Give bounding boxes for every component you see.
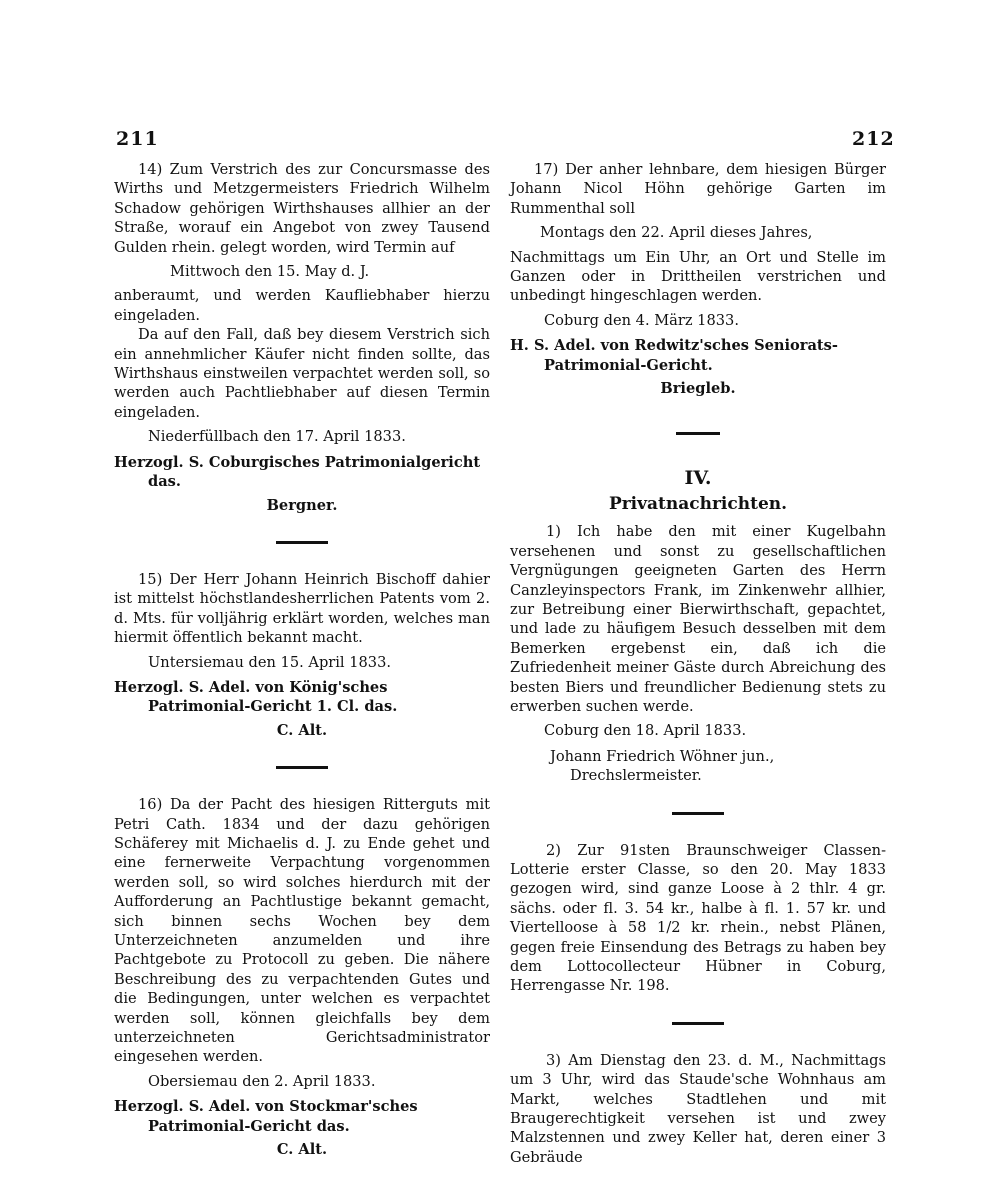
signature-name: C. Alt.	[276, 1141, 328, 1159]
notice-text: 14) Zum Verstrich des zur Concursmasse des Wirths und Metzgermeisters Friedrich Wilhelm Schadow gehörigen Wirthshauses allhier an der Straße, worauf ein Angebot von zwey Tausend Gulden rhein. gelegt worden, wird Termin auf	[114, 161, 490, 256]
right-column	[510, 160, 886, 1167]
separator-rule	[276, 766, 328, 769]
signature-authority: H. S. Adel. von Redwitz'sches Seniorats-Patrimonial-Gericht.	[510, 337, 838, 374]
signature-authority: Herzogl. S. Coburgisches Patrimonialgericht das.	[114, 453, 481, 491]
place-date: Niederfüllbach den 17. April 1833.	[148, 428, 406, 446]
signature-name: C. Alt.	[276, 721, 328, 739]
notice-text: 3) Am Dienstag den 23. d. M., Nachmittags um 3 Uhr, wird das Staude'sche Wohnhaus am Markt, welches Stadtlehen und mit Braugerechtigkeit versehen ist und zwey Malzstennen und zwey Keller hat, deren einer 3 Gebräude	[510, 1051, 886, 1166]
place-date: Coburg den 18. April 1833.	[544, 722, 747, 740]
section-title: Privatnachrichten.	[608, 493, 788, 514]
signature-authority: Herzogl. S. Adel. von König'sches Patrimonial-Gericht 1. Cl. das.	[114, 678, 398, 716]
signature-authority: Herzogl. S. Adel. von Stockmar'sches Patrimonial-Gericht das.	[114, 1098, 418, 1135]
private-notice-3	[510, 1051, 886, 1167]
notice-text: 17) Der anher lehnbare, dem hiesigen Bürger Johann Nicol Höhn gehörige Garten im Rummenthal soll	[510, 161, 886, 217]
separator-rule	[672, 812, 724, 815]
date-line: Montags den 22. April dieses Jahres,	[540, 224, 813, 242]
notice-text: 1) Ich habe den mit einer Kugelbahn versehenen und sonst zu gesellschaftlichen Vergnügungen geeigneten Garten des Herrn Canzleyinspectors Frank, im Zinkenwehr allhier, zur Betreibung einer Bierwirthschaft, gepachtet, und lade zu häufigem Besuch desselben mit dem Bemerken ergebenst ein, daß ich die Zufriedenheit meiner Gäste durch Abreichung des besten Biers und freundlicher Bedienung stets zu erwerben suchen werde.	[510, 523, 886, 715]
page-number-right: 212	[852, 128, 895, 150]
signature-name: Briegleb.	[660, 380, 736, 398]
signature-authority: Johann Friedrich Wöhner jun., Drechslermeister.	[550, 747, 775, 785]
notice-text: 15) Der Herr Johann Heinrich Bischoff dahier ist mittelst höchstlandesherrlichen Patents vom 2. d. Mts. für volljährig erklärt worden, welches man hiermit öffentlich bekannt macht.	[114, 570, 490, 647]
notice-text: 16) Da der Pacht des hiesigen Ritterguts mit Petri Cath. 1834 und der dazu gehörigen Schäferey mit Michaelis d. J. zu Ende gehet und eine fernerweite Verpachtung vorgenommen werden soll, so wird solches hierdurch mit der Aufforderung an Pachtlustige bekannt gemacht, sich binnen sechs Wochen bey dem Unterzeichneten anzumelden und ihre Pachtgebote zu Protocoll zu geben. Die nähere Beschreibung des zu verpachtenden Gutes und die Bedingungen, unter welchen es verpachtet werden soll, können gleichfalls bey dem unterzeichneten Gerichtsadministrator eingesehen werden.	[114, 796, 490, 1066]
page-number-left: 211	[116, 128, 159, 150]
separator-rule	[672, 1022, 724, 1025]
date-line: Mittwoch den 15. May d. J.	[170, 263, 370, 281]
place-date: Untersiemau den 15. April 1833.	[148, 653, 392, 671]
private-notice-1	[510, 522, 886, 785]
private-notice-2	[510, 841, 886, 996]
notice-14	[114, 160, 490, 515]
place-date: Obersiemau den 2. April 1833.	[148, 1072, 376, 1090]
notice-text: Da auf den Fall, daß bey diesem Verstrich sich ein annehmlicher Käufer nicht finden sollte, das Wirthshaus einstweilen verpachtet werden soll, so werden auch Pachtliebhaber auf diesen Termin eingeladen.	[114, 326, 490, 421]
notice-text: 2) Zur 91sten Braunschweiger Classen-Lotterie erster Classe, so den 20. May 1833 gezogen wird, sind ganze Loose à 2 thlr. 4 gr. sächs. oder fl. 3. 54 kr., halbe à fl. 1. 57 kr. und Viertelloose à 58 1/2 kr. rhein., nebst Plänen, gegen freie Einsendung des Betrags zu haben bey dem Lottocollecteur Hübner in Coburg, Herrengasse Nr. 198.	[510, 841, 886, 995]
separator-rule	[276, 541, 328, 544]
section-numeral: IV.	[684, 467, 712, 490]
notice-text: anberaumt, und werden Kaufliebhaber hierzu eingeladen.	[114, 287, 490, 324]
notice-16	[114, 795, 490, 1159]
signature-name: Bergner.	[266, 496, 338, 514]
left-column	[114, 160, 490, 1159]
place-date: Coburg den 4. März 1833.	[544, 311, 739, 329]
separator-rule	[676, 432, 720, 435]
notice-17	[510, 160, 886, 398]
notice-text: Nachmittags um Ein Uhr, an Ort und Stelle im Ganzen oder in Drittheilen verstrichen und unbedingt hingeschlagen werden.	[510, 248, 886, 305]
notice-15	[114, 570, 490, 740]
